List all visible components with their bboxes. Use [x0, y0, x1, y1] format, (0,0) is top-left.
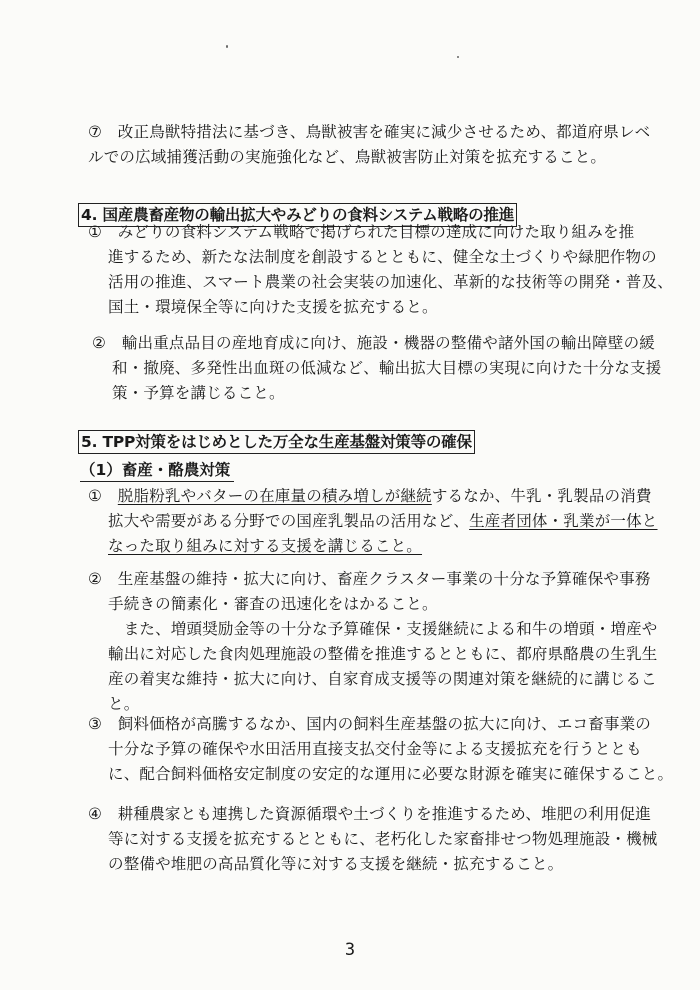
section-5-heading: 5. TPP対策をはじめとした万全な生産基盤対策等の確保	[78, 430, 475, 454]
section-4-item-2	[92, 331, 662, 406]
paragraph-line: に、配合飼料価格安定制度の安定的な運用に必要な財源を確実に確保すること。	[108, 765, 674, 783]
section-5-item-2	[88, 567, 658, 717]
paragraph-line: 輸出に対応した食肉処理施設の整備を推進するとともに、都府県酪農の生乳生	[108, 645, 658, 663]
underlined-text: 生産者団体・乳業が一体と	[469, 512, 658, 530]
item-7-line: ルでの広域捕獲活動の実施強化など、鳥獣被害防止対策を拡充すること。	[88, 148, 607, 166]
plain-text: するなか、牛乳・乳製品の消費	[431, 487, 652, 505]
paragraph-line: また、増頭奨励金等の十分な予算確保・支援継続による和牛の増頭・増産や	[108, 620, 658, 638]
section-5-item-3	[88, 712, 674, 787]
paragraph-line	[88, 534, 608, 559]
section-5-item-1	[88, 484, 658, 559]
item-number: ①	[88, 487, 118, 505]
underlined-text: 脱脂粉乳やバターの在庫量の積み増しが継続	[117, 487, 432, 505]
underlined-text: なった取り組みに対する支援を講じること。	[108, 537, 423, 555]
paragraph-line: 産の着実な維持・拡大に向け、自家育成支援等の関連対策を継続的に講じるこ	[108, 670, 657, 688]
scan-speck	[457, 56, 459, 58]
paragraph-line: ② 輸出重点品目の産地育成に向け、施設・機器の整備や諸外国の輸出障壁の緩	[92, 334, 655, 352]
section-4-item-1	[88, 220, 673, 320]
section-4-heading: 4. 国産農畜産物の輸出拡大やみどりの食料システム戦略の推進	[78, 203, 517, 227]
page-number: 3	[344, 940, 356, 960]
item-7	[88, 120, 651, 170]
paragraph-line	[88, 484, 652, 509]
paragraph-line	[88, 509, 658, 534]
item-7-line: ⑦ 改正鳥獣特措法に基づき、鳥獣被害を確実に減少させるため、都道府県レベ	[88, 123, 651, 141]
paragraph-line: ③ 飼料価格が高騰するなか、国内の飼料生産基盤の拡大に向け、エコ畜事業の	[88, 715, 651, 733]
paragraph-line: 和・撤廃、多発性出血斑の低減など、輸出拡大目標の実現に向けた十分な支援	[112, 359, 662, 377]
subsection-heading: （1）畜産・酪農対策	[80, 459, 234, 482]
paragraph-line: 等に対する支援を拡充するとともに、老朽化した家畜排せつ物処理施設・機械	[108, 830, 658, 848]
paragraph-line: 策・予算を講じること。	[112, 384, 285, 402]
paragraph-line: の整備や堆肥の高品質化等に対する支援を継続・拡充すること。	[108, 855, 564, 873]
paragraph-line: ① みどりの食料システム戦略で掲げられた目標の達成に向けた取り組みを推	[88, 223, 635, 241]
plain-text: 拡大や需要がある分野での国産乳製品の活用など、	[108, 512, 470, 530]
paragraph-line: ④ 耕種農家とも連携した資源循環や土づくりを推進するため、堆肥の利用促進	[88, 805, 651, 823]
paragraph-line: と。	[108, 695, 140, 713]
paragraph-line: 進するため、新たな法制度を創設するとともに、健全な土づくりや緑肥作物の	[108, 248, 657, 266]
section-5-item-4	[88, 802, 658, 877]
scan-speck	[226, 45, 228, 48]
paragraph-line: ② 生産基盤の維持・拡大に向け、畜産クラスター事業の十分な予算確保や事務	[88, 570, 651, 588]
paragraph-line: 手続きの簡素化・審査の迅速化をはかること。	[108, 595, 438, 613]
paragraph-line: 国土・環境保全等に向けた支援を拡充すると。	[108, 298, 438, 316]
paragraph-line: 十分な予算の確保や水田活用直接支払交付金等による支援拡充を行うととも	[108, 740, 642, 758]
paragraph-line: 活用の推進、スマート農業の社会実装の加速化、革新的な技術等の開発・普及、	[108, 273, 673, 291]
